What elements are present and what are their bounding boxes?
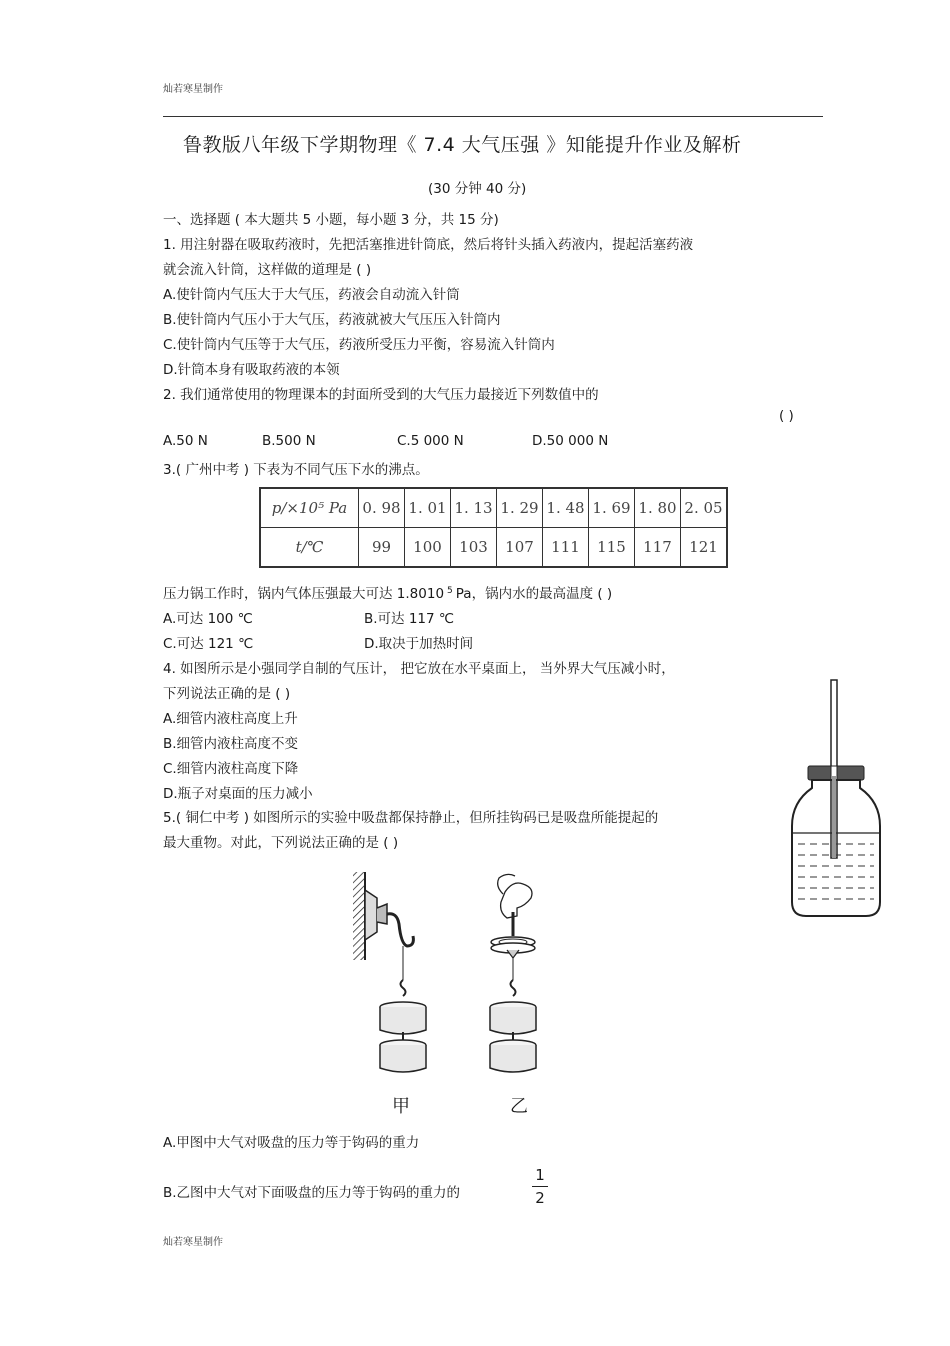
q2-option-b: B.500 N (262, 433, 316, 449)
q1-option-c: C.使针筒内气压等于大气压，药液所受压力平衡，容易流入针筒内 (163, 337, 555, 353)
pressure-cell: 1. 13 (451, 488, 497, 528)
q3-stem: 3.( 广州中考 ) 下表为不同气压下水的沸点。 (163, 462, 429, 478)
q4-option-d: D.瓶子对桌面的压力减小 (163, 786, 313, 802)
q2-option-d: D.50 000 N (532, 433, 609, 449)
pressure-cell: 0. 98 (359, 488, 405, 528)
q2-answer-paren: ( ) (779, 408, 794, 424)
q5-stem-line2: 最大重物。对此，下列说法正确的是 ( ) (163, 835, 399, 851)
q3-option-d: D.取决于加热时间 (364, 636, 474, 652)
pressure-cell: 1. 69 (589, 488, 635, 528)
q2-option-a: A.50 N (163, 433, 208, 449)
q3-superscript: 5 (447, 585, 453, 596)
q3-stem-part2: Pa，锅内水的最高温度 ( ) (455, 586, 613, 602)
q5-stem-line1: 5.( 铜仁中考 ) 如图所示的实验中吸盘都保持静止，但所挂钩码已是吸盘所能提起的 (163, 810, 659, 826)
q4-stem-line2: 下列说法正确的是 ( ) (163, 686, 291, 702)
page-title: 鲁教版八年级下学期物理《 7.4 大气压强 》知能提升作业及解析 (183, 134, 742, 156)
barometer-bottle-figure (788, 676, 884, 922)
temperature-cell: 99 (359, 528, 405, 568)
header-watermark: 灿若寒星制作 (163, 84, 223, 95)
suction-cup-figure (345, 862, 565, 1082)
q4-option-a: A.细管内液柱高度上升 (163, 711, 298, 727)
q1-stem-line2: 就会流入针筒，这样做的道理是 ( ) (163, 262, 372, 278)
fraction-denominator: 2 (535, 1189, 545, 1207)
temperature-cell: 103 (451, 528, 497, 568)
q5-option-a: A.甲图中大气对吸盘的压力等于钩码的重力 (163, 1135, 420, 1151)
pressure-cell: 1. 01 (405, 488, 451, 528)
temperature-cell: 111 (543, 528, 589, 568)
q3-stem-part1: 压力锅工作时，锅内气体压强最大可达 1.8010 (163, 586, 445, 602)
q5-option-b: B.乙图中大气对下面吸盘的压力等于钩码的重力的 (163, 1185, 461, 1201)
figure-label-a: 甲 (392, 1096, 410, 1117)
q2-stem: 2. 我们通常使用的物理课本的封面所受到的大气压力最接近下列数值中的 (163, 387, 599, 403)
section-heading: 一、选择题 ( 本大题共 5 小题，每小题 3 分，共 15 分) (163, 212, 499, 228)
q3-option-c: C.可达 121 ℃ (163, 636, 254, 652)
q4-stem-line1: 4. 如图所示是小强同学自制的气压计， 把它放在水平桌面上， 当外界大气压减小时， (163, 661, 675, 677)
page-subtitle: (30 分钟 40 分) (428, 181, 527, 197)
pressure-cell: 1. 80 (635, 488, 681, 528)
fraction-bar (532, 1186, 548, 1187)
q2-option-c: C.5 000 N (397, 433, 464, 449)
temperature-cell: 107 (497, 528, 543, 568)
pressure-cell: 1. 29 (497, 488, 543, 528)
pressure-cell: 1. 48 (543, 488, 589, 528)
q1-option-d: D.针筒本身有吸取药液的本领 (163, 362, 340, 378)
header-rule (163, 116, 823, 117)
pressure-cell: 2. 05 (681, 488, 728, 528)
temperature-cell: 117 (635, 528, 681, 568)
row-label-pressure: p/×10⁵ Pa (260, 488, 359, 528)
q3-stem-line2 (163, 582, 612, 602)
q1-option-b: B.使针筒内气压小于大气压，药液就被大气压压入针筒内 (163, 312, 501, 328)
figure-label-b: 乙 (510, 1096, 528, 1117)
row-label-temperature: t/℃ (260, 528, 359, 568)
temperature-cell: 121 (681, 528, 728, 568)
q4-option-b: B.细管内液柱高度不变 (163, 736, 299, 752)
boiling-point-table (259, 487, 728, 568)
table-row (260, 488, 727, 528)
footer-watermark: 灿若寒星制作 (163, 1237, 223, 1248)
one-half-fraction (532, 1166, 548, 1207)
temperature-cell: 100 (405, 528, 451, 568)
q4-option-c: C.细管内液柱高度下降 (163, 761, 299, 777)
q3-option-b: B.可达 117 ℃ (364, 611, 455, 627)
table-row (260, 528, 727, 568)
q1-stem-line1: 1. 用注射器在吸取药液时，先把活塞推进针筒底，然后将针头插入药液内，提起活塞药液 (163, 237, 694, 253)
q3-option-a: A.可达 100 ℃ (163, 611, 253, 627)
temperature-cell: 115 (589, 528, 635, 568)
fraction-numerator: 1 (535, 1166, 545, 1184)
q1-option-a: A.使针筒内气压大于大气压，药液会自动流入针筒 (163, 287, 460, 303)
